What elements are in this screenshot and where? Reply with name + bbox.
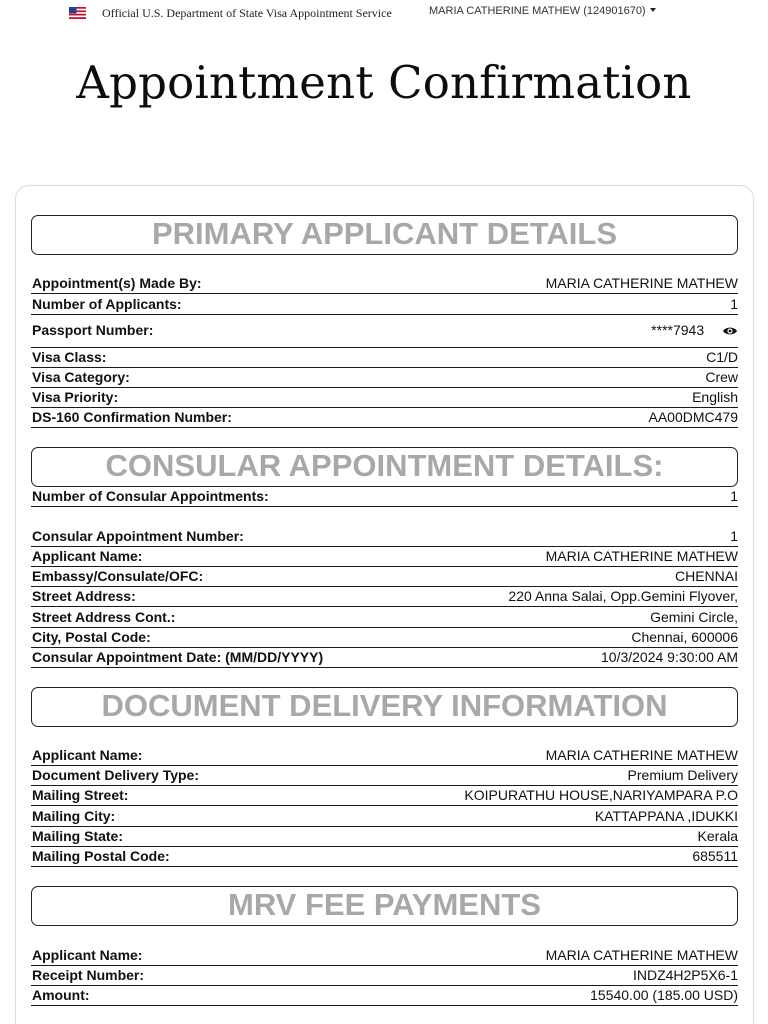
detail-row [31, 294, 738, 315]
top-bar [0, 0, 768, 28]
row-label: DS-160 Confirmation Number: [32, 409, 232, 425]
detail-row [31, 408, 738, 428]
consular-appointment-heading: CONSULAR APPOINTMENT DETAILS: [31, 447, 738, 487]
row-label: Applicant Name: [32, 747, 143, 763]
passport-number: ****7943 [651, 322, 705, 338]
row-value: INDZ4H2P5X6-1 [632, 967, 738, 983]
detail-row [31, 547, 738, 567]
row-value: Crew [705, 369, 738, 385]
row-value: KATTAPPANA ,IDUKKI [594, 808, 738, 824]
row-label: Applicant Name: [32, 947, 143, 963]
detail-row [31, 273, 738, 294]
detail-row [31, 966, 738, 986]
detail-row [31, 986, 738, 1006]
row-value-passport [651, 322, 738, 338]
row-label: Number of Consular Appointments: [32, 488, 269, 504]
row-value: MARIA CATHERINE MATHEW [545, 548, 738, 564]
service-title: Official U.S. Department of State Visa Appointment Service [102, 6, 392, 20]
row-label: Visa Priority: [32, 389, 119, 405]
detail-row [31, 526, 738, 547]
row-value: 10/3/2024 9:30:00 AM [601, 649, 738, 665]
row-label: Amount: [32, 987, 90, 1003]
row-label: Mailing City: [32, 808, 116, 824]
row-label: Document Delivery Type: [32, 767, 200, 783]
row-value: MARIA CATHERINE MATHEW [545, 947, 738, 963]
row-value: CHENNAI [674, 568, 738, 584]
row-value: KOIPURATHU HOUSE,NARIYAMPARA P.O [464, 787, 738, 803]
user-menu[interactable] [429, 5, 656, 17]
page-title: Appointment Confirmation [76, 56, 692, 109]
row-label: Street Address: [32, 588, 136, 604]
row-label: Consular Appointment Date: (MM/DD/YYYY) [32, 649, 324, 665]
row-value: Gemini Circle, [650, 609, 738, 625]
row-value: 1 [730, 488, 738, 504]
row-label: Mailing State: [32, 828, 124, 844]
row-label: Number of Applicants: [32, 296, 182, 312]
row-value: MARIA CATHERINE MATHEW [545, 747, 738, 763]
row-label: Visa Class: [32, 349, 107, 365]
row-label: Mailing Postal Code: [32, 848, 170, 864]
row-value: 1 [730, 528, 738, 544]
detail-row-passport [31, 315, 738, 348]
row-label: Applicant Name: [32, 548, 143, 564]
detail-row [31, 368, 738, 388]
detail-row [31, 607, 738, 628]
row-label: Embassy/Consulate/OFC: [32, 568, 204, 584]
row-value: Kerala [697, 828, 738, 844]
us-flag-icon [69, 7, 86, 19]
detail-row [31, 648, 738, 668]
detail-row [31, 567, 738, 587]
user-menu-label: MARIA CATHERINE MATHEW (124901670) [429, 5, 646, 17]
row-label: Visa Category: [32, 369, 130, 385]
caret-down-icon [650, 8, 656, 12]
row-value: AA00DMC479 [648, 409, 738, 425]
detail-row [31, 847, 738, 867]
detail-row [31, 945, 738, 966]
row-value: 220 Anna Salai, Opp.Gemini Flyover, [508, 588, 738, 604]
row-value: Premium Delivery [627, 767, 738, 783]
detail-row [31, 587, 738, 607]
detail-row [31, 486, 738, 507]
detail-row [31, 766, 738, 786]
eye-icon[interactable] [722, 325, 738, 337]
row-label: Mailing Street: [32, 787, 129, 803]
primary-applicant-heading: PRIMARY APPLICANT DETAILS [31, 215, 738, 255]
row-value: MARIA CATHERINE MATHEW [545, 275, 738, 291]
row-value: Chennai, 600006 [631, 629, 738, 645]
row-value: 15540.00 (185.00 USD) [590, 987, 738, 1003]
row-label: City, Postal Code: [32, 629, 151, 645]
row-value: English [692, 389, 738, 405]
detail-row [31, 348, 738, 368]
row-label: Consular Appointment Number: [32, 528, 244, 544]
detail-row [31, 786, 738, 806]
row-value: C1/D [706, 349, 738, 365]
detail-row [31, 388, 738, 408]
row-label: Passport Number: [32, 322, 154, 338]
detail-row [31, 806, 738, 827]
detail-row [31, 745, 738, 766]
mrv-fee-payments-heading: MRV FEE PAYMENTS [31, 886, 738, 926]
row-label: Appointment(s) Made By: [32, 275, 202, 291]
row-label: Receipt Number: [32, 967, 145, 983]
row-value: 1 [730, 296, 738, 312]
detail-row [31, 628, 738, 648]
row-label: Street Address Cont.: [32, 609, 176, 625]
detail-row [31, 827, 738, 847]
row-value: 685511 [692, 848, 738, 864]
document-delivery-heading: DOCUMENT DELIVERY INFORMATION [31, 687, 738, 727]
